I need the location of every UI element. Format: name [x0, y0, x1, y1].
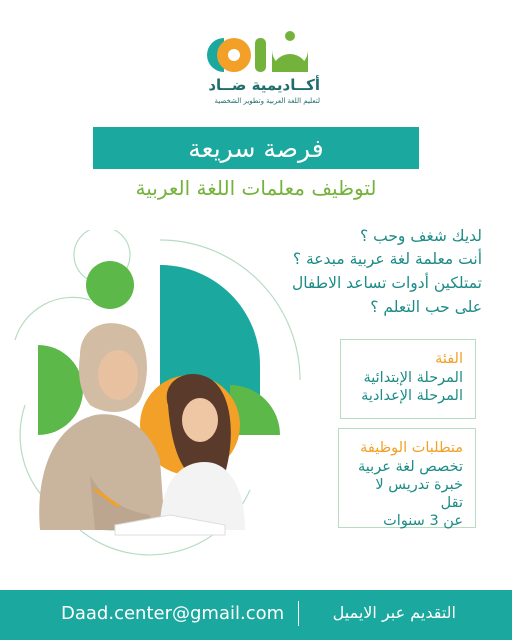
logo-green-bar [255, 38, 266, 72]
decor-green-half [38, 345, 83, 435]
question-line: تمتلكين أدوات تساعد الاطفال [291, 274, 482, 292]
footer-divider [298, 601, 299, 626]
contact-email[interactable]: Daad.center@gmail.com [61, 603, 285, 624]
teacher-student-illustration [0, 230, 330, 570]
logo-green-dot [285, 31, 295, 41]
question-line: على حب التعلم ؟ [370, 298, 482, 316]
requirements-title: متطلبات الوظيفة [360, 440, 463, 456]
decor-green-circle [86, 261, 134, 309]
category-line: المرحلة الإبتدائية [363, 370, 463, 386]
apply-via-email-label: التقديم عبر الايميل [332, 603, 456, 622]
logo-title: أكــاديمية ضــاد [208, 76, 320, 94]
logo-subtitle: لتعليم اللغة العربية وتطوير الشخصية [214, 97, 320, 105]
category-title: الفئة [435, 351, 463, 367]
requirements-box [338, 428, 476, 528]
requirement-line: عن 3 سنوات [383, 513, 463, 529]
question-line: أنت معلمة لغة عربية مبدعة ؟ [292, 250, 482, 268]
requirement-line: تخصص لغة عربية [358, 459, 463, 475]
teacher-face [98, 350, 138, 400]
requirement-line: خبرة تدريس لا تقل [375, 477, 463, 511]
category-box [340, 339, 476, 419]
category-line: المرحلة الإعدادية [361, 388, 463, 404]
subheading: لتوظيف معلمات اللغة العربية [135, 176, 377, 200]
student-face [182, 398, 218, 442]
question-line: لديك شغف وحب ؟ [359, 227, 482, 245]
headline-banner [93, 127, 419, 169]
decor-arc [15, 297, 90, 340]
headline-text: فرصة سريعة [188, 133, 324, 163]
